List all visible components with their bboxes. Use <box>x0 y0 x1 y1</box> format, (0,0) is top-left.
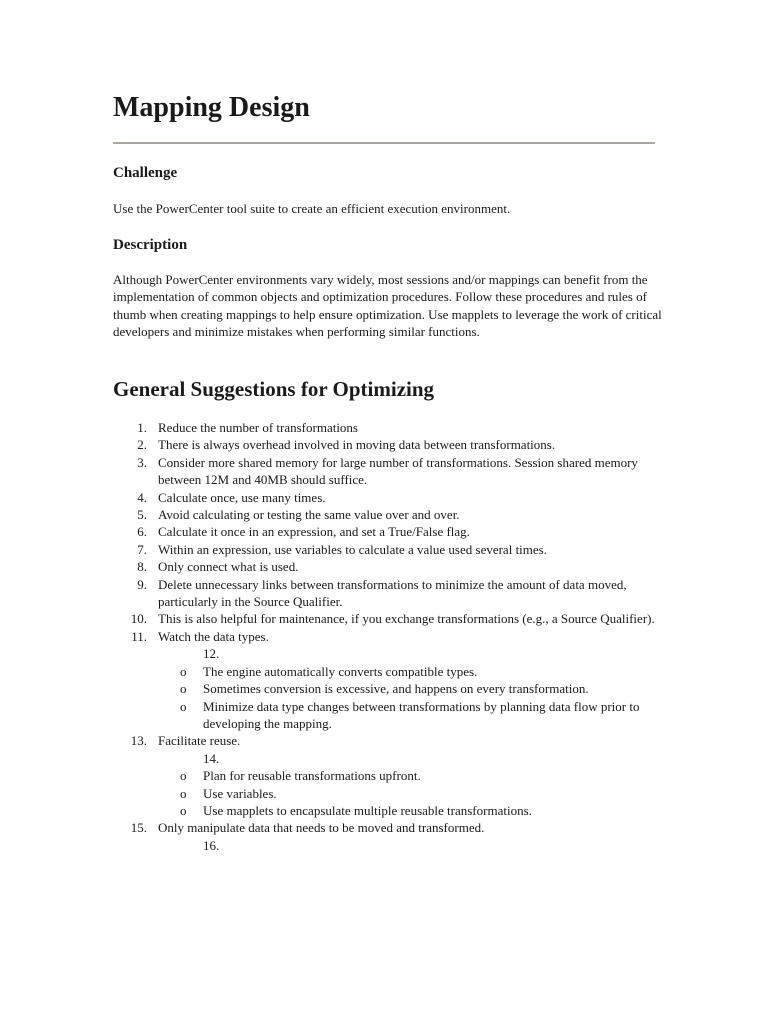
list-item <box>113 628 673 645</box>
empty-list-number: 14. <box>203 750 220 766</box>
sub-list-text: Use mapplets to encapsulate multiple reusable transformations. <box>203 802 532 818</box>
bullet-glyph: o <box>180 698 187 714</box>
list-text: Avoid calculating or testing the same value over and over. <box>158 507 460 523</box>
description-text: Although PowerCenter environments vary widely, most sessions and/or mappings can benefit from the implementation of common objects and optimization procedures. Follow these procedures and rules of thumb when creating mappings to help ensure optimization. Use mapplets to leverage the work of critical developers and minimize mistakes when performing similar functions. <box>113 272 662 340</box>
list-text: Consider more shared memory for large number of transformations. Session shared memory between 12M and 40MB should suffice. <box>158 454 638 488</box>
list-item <box>113 819 673 836</box>
list-number: 11. <box>131 628 147 644</box>
list-item <box>113 454 673 489</box>
list-item <box>113 419 673 436</box>
list-number: 7. <box>137 541 147 557</box>
sub-list-item <box>113 802 673 819</box>
list-number: 4. <box>137 489 147 505</box>
list-text: Only manipulate data that needs to be moved and transformed. <box>158 820 485 836</box>
list-text: This is also helpful for maintenance, if you exchange transformations (e.g., a Source Qualifier). <box>158 611 655 627</box>
list-item <box>113 523 673 540</box>
section-heading: General Suggestions for Optimizing <box>113 377 435 401</box>
empty-list-number: 16. <box>203 837 220 853</box>
empty-list-number: 12. <box>203 646 220 662</box>
title-divider <box>113 142 655 144</box>
list-item <box>113 732 673 749</box>
list-text: Watch the data types. <box>158 628 269 644</box>
list-text: There is always overhead involved in moving data between transformations. <box>158 437 556 453</box>
list-item <box>113 506 673 523</box>
list-text: Delete unnecessary links between transformations to minimize the amount of data moved, particularly in the Source Qualifier. <box>158 576 627 610</box>
list-item <box>113 541 673 558</box>
list-item <box>113 558 673 575</box>
list-text: Within an expression, use variables to calculate a value used several times. <box>158 541 547 557</box>
sub-list-item <box>113 663 673 680</box>
list-item <box>113 610 673 627</box>
list-number: 8. <box>137 559 147 575</box>
list-item <box>113 576 673 611</box>
challenge-text: Use the PowerCenter tool suite to create an efficient execution environment. <box>113 201 511 216</box>
page-title: Mapping Design <box>113 92 310 123</box>
list-text: Calculate it once in an expression, and set a True/False flag. <box>158 524 470 540</box>
list-item <box>113 436 673 453</box>
sub-list-text: Sometimes conversion is excessive, and happens on every transformation. <box>203 681 589 697</box>
sub-list-text: Use variables. <box>203 785 277 801</box>
list-number: 2. <box>137 437 147 453</box>
sub-list-item <box>113 785 673 802</box>
sub-list-text: The engine automatically converts compatible types. <box>203 663 478 679</box>
bullet-glyph: o <box>180 681 187 697</box>
bullet-glyph: o <box>180 785 187 801</box>
challenge-heading: Challenge <box>113 165 178 181</box>
list-text: Only connect what is used. <box>158 559 299 575</box>
list-number: 15. <box>130 820 147 836</box>
list-number: 1. <box>137 420 147 435</box>
list-number: 5. <box>137 507 147 523</box>
list-number: 3. <box>137 454 147 470</box>
bullet-glyph: o <box>180 768 187 784</box>
sub-list-item <box>113 767 673 784</box>
list-number: 13. <box>130 733 147 749</box>
sub-list-text: Minimize data type changes between transformations by planning data flow prior to developing the mapping. <box>203 698 640 731</box>
list-text: Reduce the number of transformations <box>158 420 358 435</box>
bullet-glyph: o <box>180 663 187 679</box>
list-number: 10. <box>130 611 147 627</box>
bullet-glyph: o <box>180 802 187 818</box>
suggestion-list <box>113 419 673 854</box>
sub-list-item <box>113 698 673 733</box>
description-heading: Description <box>113 237 188 253</box>
list-item <box>113 489 673 506</box>
sub-list-text: Plan for reusable transformations upfront. <box>203 768 421 784</box>
list-text: Facilitate reuse. <box>158 733 241 749</box>
list-number: 9. <box>137 576 147 592</box>
list-text: Calculate once, use many times. <box>158 489 326 505</box>
sub-list-item <box>113 680 673 697</box>
list-number: 6. <box>137 524 147 540</box>
